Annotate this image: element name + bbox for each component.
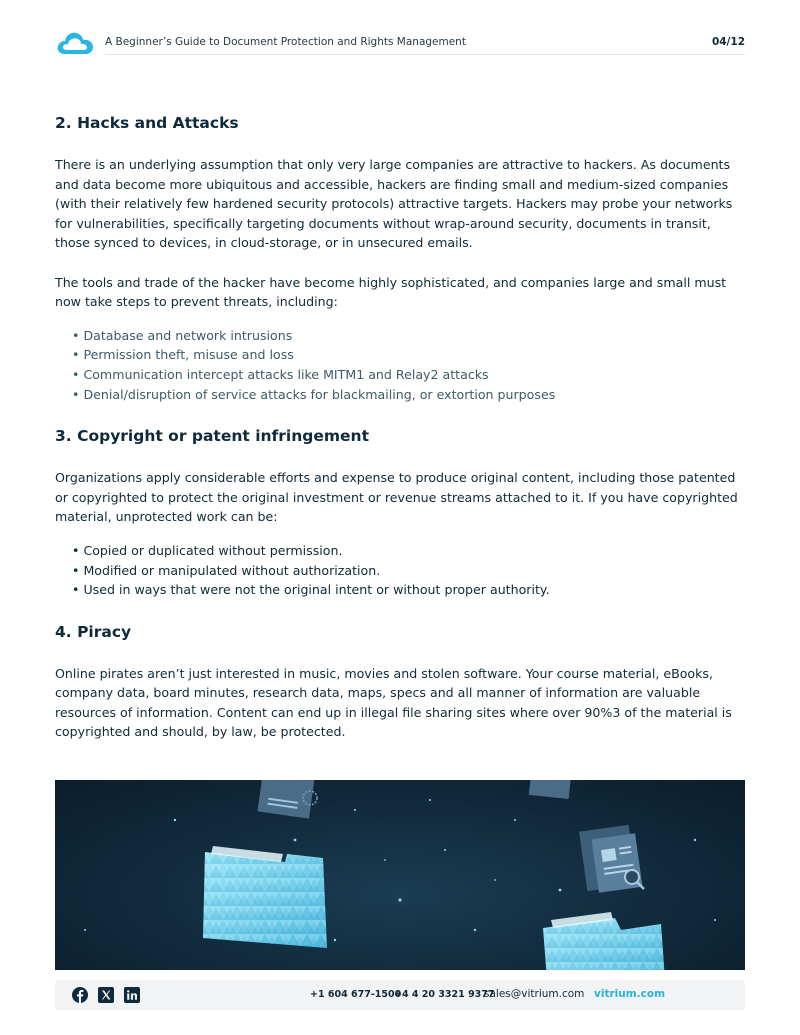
paragraph: The tools and trade of the hacker have become highly sophisticated, and companies large and small must now take steps to prevent threats, including: [55, 274, 727, 310]
list-item: • Used in ways that were not the original intent or without proper authority. [72, 580, 745, 600]
section-heading: 3. Copyright or patent infringement [55, 427, 369, 446]
threat-list [55, 326, 745, 404]
list-item: • Database and network intrusions [72, 326, 745, 346]
page-content [55, 114, 745, 762]
phone-number[interactable]: +4 4 20 3321 9377 [394, 989, 495, 1000]
page-header [55, 28, 745, 56]
floating-documents-illustration [55, 780, 745, 970]
section-piracy [55, 623, 745, 742]
document-icon [529, 780, 571, 799]
section-copyright [55, 427, 745, 600]
paragraph: Organizations apply considerable efforts and expense to produce original content, including those patented or copyrighted to protect the original investment or revenue streams attached to it. If you have copyrighted material, unprotected work can be: [55, 470, 738, 525]
list-item: • Modified or manipulated without authorization. [72, 561, 745, 581]
document-icon [257, 780, 317, 819]
document-title: A Beginner’s Guide to Document Protection and Rights Management [105, 36, 466, 48]
paragraph: Online pirates aren’t just interested in music, movies and stolen software. Your course material, eBooks, company data, board minutes, research data, maps, specs and all manner of information are valuable resources of information. Content can end up in illegal file sharing sites where over 90%3 of the material is copyrighted and should, by law, be protected. [55, 665, 732, 740]
document-search-icon [579, 825, 644, 893]
facebook-icon[interactable] [72, 987, 88, 1003]
section-heading: 2. Hacks and Attacks [55, 114, 239, 132]
linkedin-icon[interactable] [124, 987, 140, 1003]
list-item: • Copied or duplicated without permission. [72, 541, 745, 561]
section-hacks-attacks [55, 114, 745, 404]
paragraph: There is an underlying assumption that only very large companies are attractive to hackers. As documents and data become more ubiquitous and accessible, hackers are finding small and medium-sized companies (with their relatively few hardened security protocols) attractive targets. Hackers may probe your networks for vulnerabilities, specifically targeting documents without wrap-around security, documents in transit, those synced to devices, in cloud-storage, or in unsecured emails. [55, 157, 733, 251]
list-item: • Communication intercept attacks like MITM1 and Relay2 attacks [72, 365, 745, 385]
hero-illustration [55, 780, 745, 970]
list-item: • Permission theft, misuse and loss [72, 345, 745, 365]
section-heading: 4. Piracy [55, 622, 132, 641]
infringement-list [55, 541, 745, 600]
folder-icon [203, 846, 327, 948]
list-item: • Denial/disruption of service attacks for blackmailing, or extortion purposes [72, 385, 745, 405]
cloud-logo-icon [55, 29, 95, 57]
header-divider [105, 54, 745, 55]
email-link[interactable]: sales@vitrium.com [484, 988, 585, 1000]
page-footer [55, 980, 745, 1010]
page-number: 04/12 [711, 36, 745, 48]
folder-icon [543, 912, 665, 970]
phone-number[interactable]: +1 604 677-1500 [310, 989, 402, 1000]
website-link[interactable]: vitrium.com [594, 988, 666, 1000]
x-twitter-icon[interactable] [98, 987, 114, 1003]
